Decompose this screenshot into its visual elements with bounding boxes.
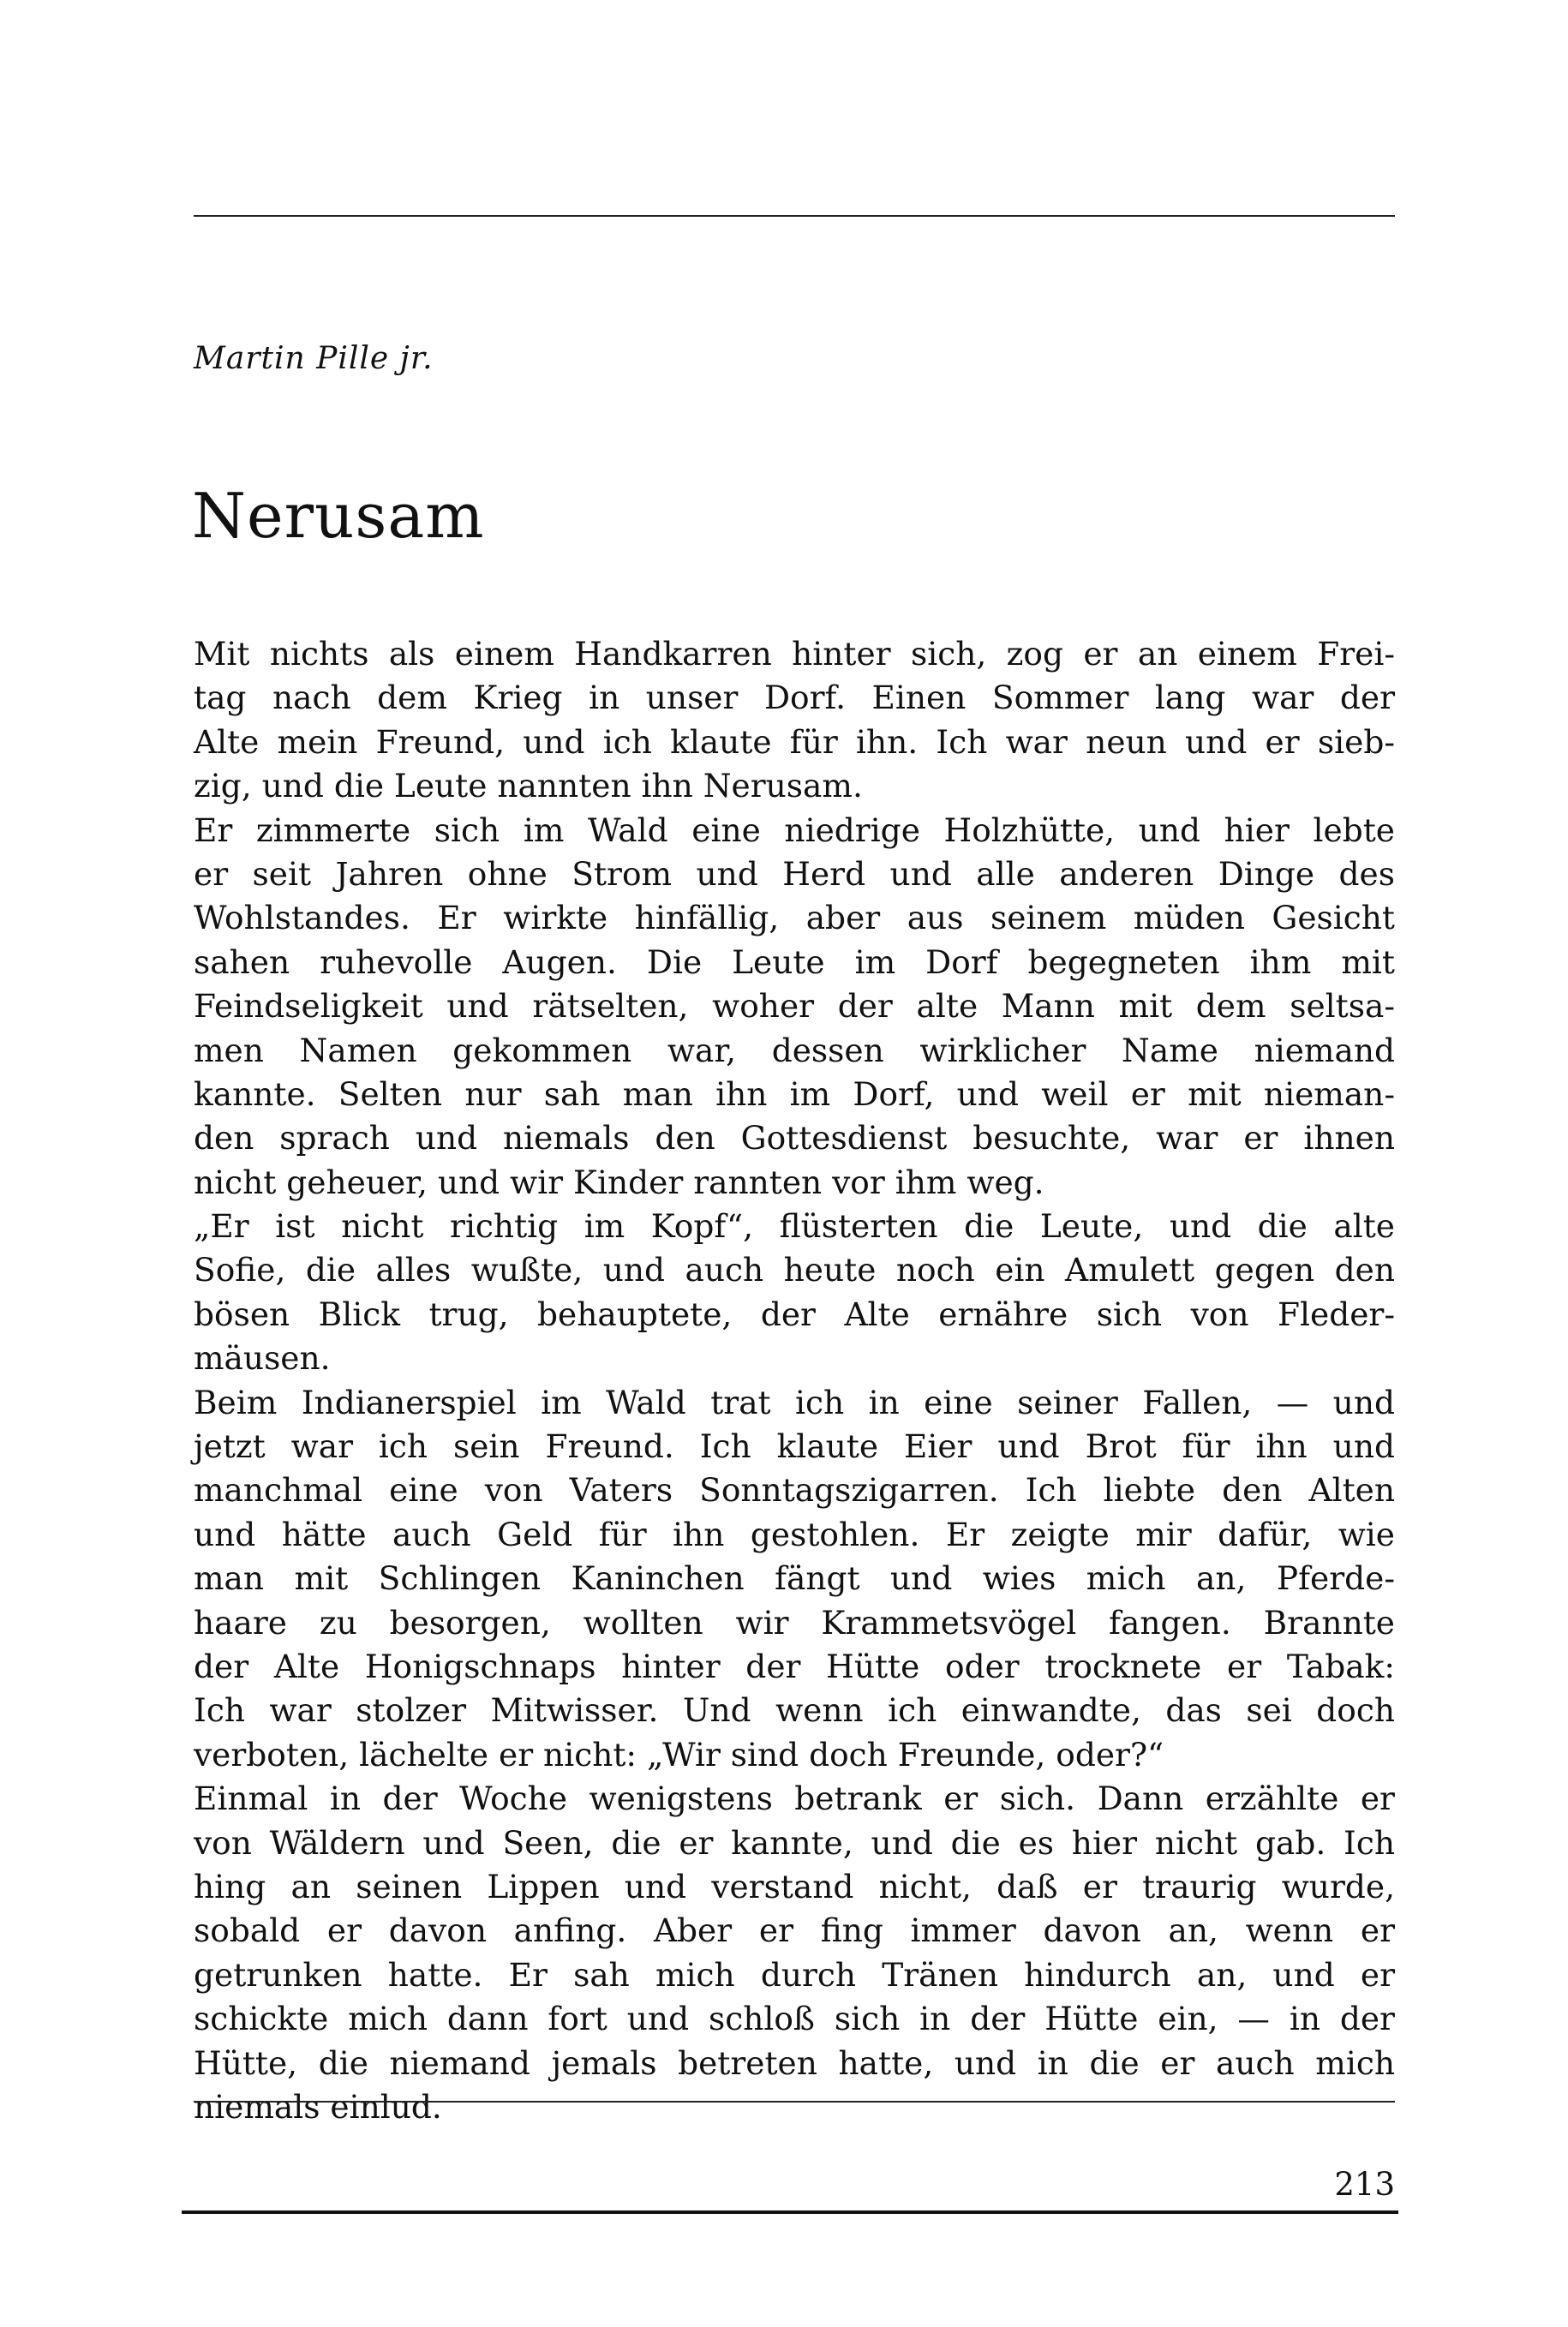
body-line: man mit Schlingen Kaninchen fängt und wies mich an, Pferde- — [194, 1559, 1395, 1598]
body-line: men Namen gekommen war, dessen wirklicher Name niemand — [194, 1031, 1395, 1069]
body-line: Ich war stolzer Mitwisser. Und wenn ich einwandte, das sei doch — [194, 1691, 1395, 1730]
body-line: Beim Indianerspiel im Wald trat ich in eine seiner Fallen, — und — [194, 1383, 1395, 1421]
body-line: bösen Blick trug, behauptete, der Alte ernähre sich von Fleder- — [194, 1295, 1395, 1333]
body-line: von Wäldern und Seen, die er kannte, und die es hier nicht gab. Ich — [194, 1823, 1395, 1862]
body-line: Er zimmerte sich im Wald eine niedrige Holzhütte, und hier lebte — [194, 811, 1395, 849]
body-line: Einmal in der Woche wenigstens betrank er sich. Dann erzählte er — [194, 1780, 1395, 1818]
body-line: und hätte auch Geld für ihn gestohlen. Er zeigte mir dafür, wie — [194, 1515, 1395, 1553]
body-line: Wohlstandes. Er wirkte hinfällig, aber aus seinem müden Gesicht — [194, 899, 1395, 937]
author-name: Martin Pille jr. — [194, 341, 434, 376]
story-body — [194, 632, 1395, 2129]
body-line: jetzt war ich sein Freund. Ich klaute Eier und Brot für ihn und — [194, 1427, 1395, 1466]
body-line: Hütte, die niemand jemals betreten hatte, und in die er auch mich — [194, 2043, 1395, 2082]
body-line: nicht geheuer, und wir Kinder rannten vor ihm weg. — [194, 1163, 1044, 1201]
top-rule — [194, 215, 1395, 217]
body-line: sahen ruhevolle Augen. Die Leute im Dorf begegneten ihm mit — [194, 942, 1395, 981]
body-line: niemals einlud. — [194, 2087, 442, 2126]
body-line: Sofie, die alles wußte, und auch heute noch ein Amulett gegen den — [194, 1251, 1395, 1289]
story-title: Nerusam — [192, 480, 485, 552]
body-line: manchmal eine von Vaters Sonntagszigarren. Ich liebte den Alten — [194, 1471, 1395, 1510]
body-line: kannte. Selten nur sah man ihn im Dorf, und weil er mit nieman- — [194, 1074, 1395, 1113]
body-line: tag nach dem Krieg in unser Dorf. Einen Sommer lang war der — [194, 679, 1395, 717]
body-line: „Er ist nicht richtig im Kopf“, flüsterten die Leute, und die alte — [194, 1207, 1395, 1246]
body-line: Mit nichts als einem Handkarren hinter sich, zog er an einem Frei- — [194, 635, 1395, 673]
body-line: verboten, lächelte er nicht: „Wir sind doch Freunde, oder?“ — [194, 1735, 1164, 1774]
body-line: hing an seinen Lippen und verstand nicht, daß er traurig wurde, — [194, 1867, 1395, 1905]
body-line: sobald er davon anfing. Aber er fing immer davon an, wenn er — [194, 1911, 1395, 1950]
body-line: Feindseligkeit und rätselten, woher der alte Mann mit dem seltsa- — [194, 987, 1395, 1026]
body-line: zig, und die Leute nannten ihn Nerusam. — [194, 767, 863, 805]
footer-rule — [182, 2210, 1398, 2214]
page-number: 213 — [1334, 2166, 1395, 2203]
bottom-rule — [194, 2101, 1395, 2103]
body-line: er seit Jahren ohne Strom und Herd und alle anderen Dinge des — [194, 854, 1395, 893]
body-line: Alte mein Freund, und ich klaute für ihn. Ich war neun und er sieb- — [194, 722, 1395, 761]
body-line: haare zu besorgen, wollten wir Krammetsvögel fangen. Brannte — [194, 1603, 1395, 1642]
body-line: schickte mich dann fort und schloß sich in der Hütte ein, — in der — [194, 2000, 1395, 2038]
body-line: den sprach und niemals den Gottesdienst besuchte, war er ihnen — [194, 1119, 1395, 1158]
body-line: getrunken hatte. Er sah mich durch Tränen hindurch an, und er — [194, 1955, 1395, 1994]
body-line: mäusen. — [194, 1339, 331, 1378]
body-line: der Alte Honigschnaps hinter der Hütte oder trocknete er Tabak: — [194, 1647, 1395, 1685]
